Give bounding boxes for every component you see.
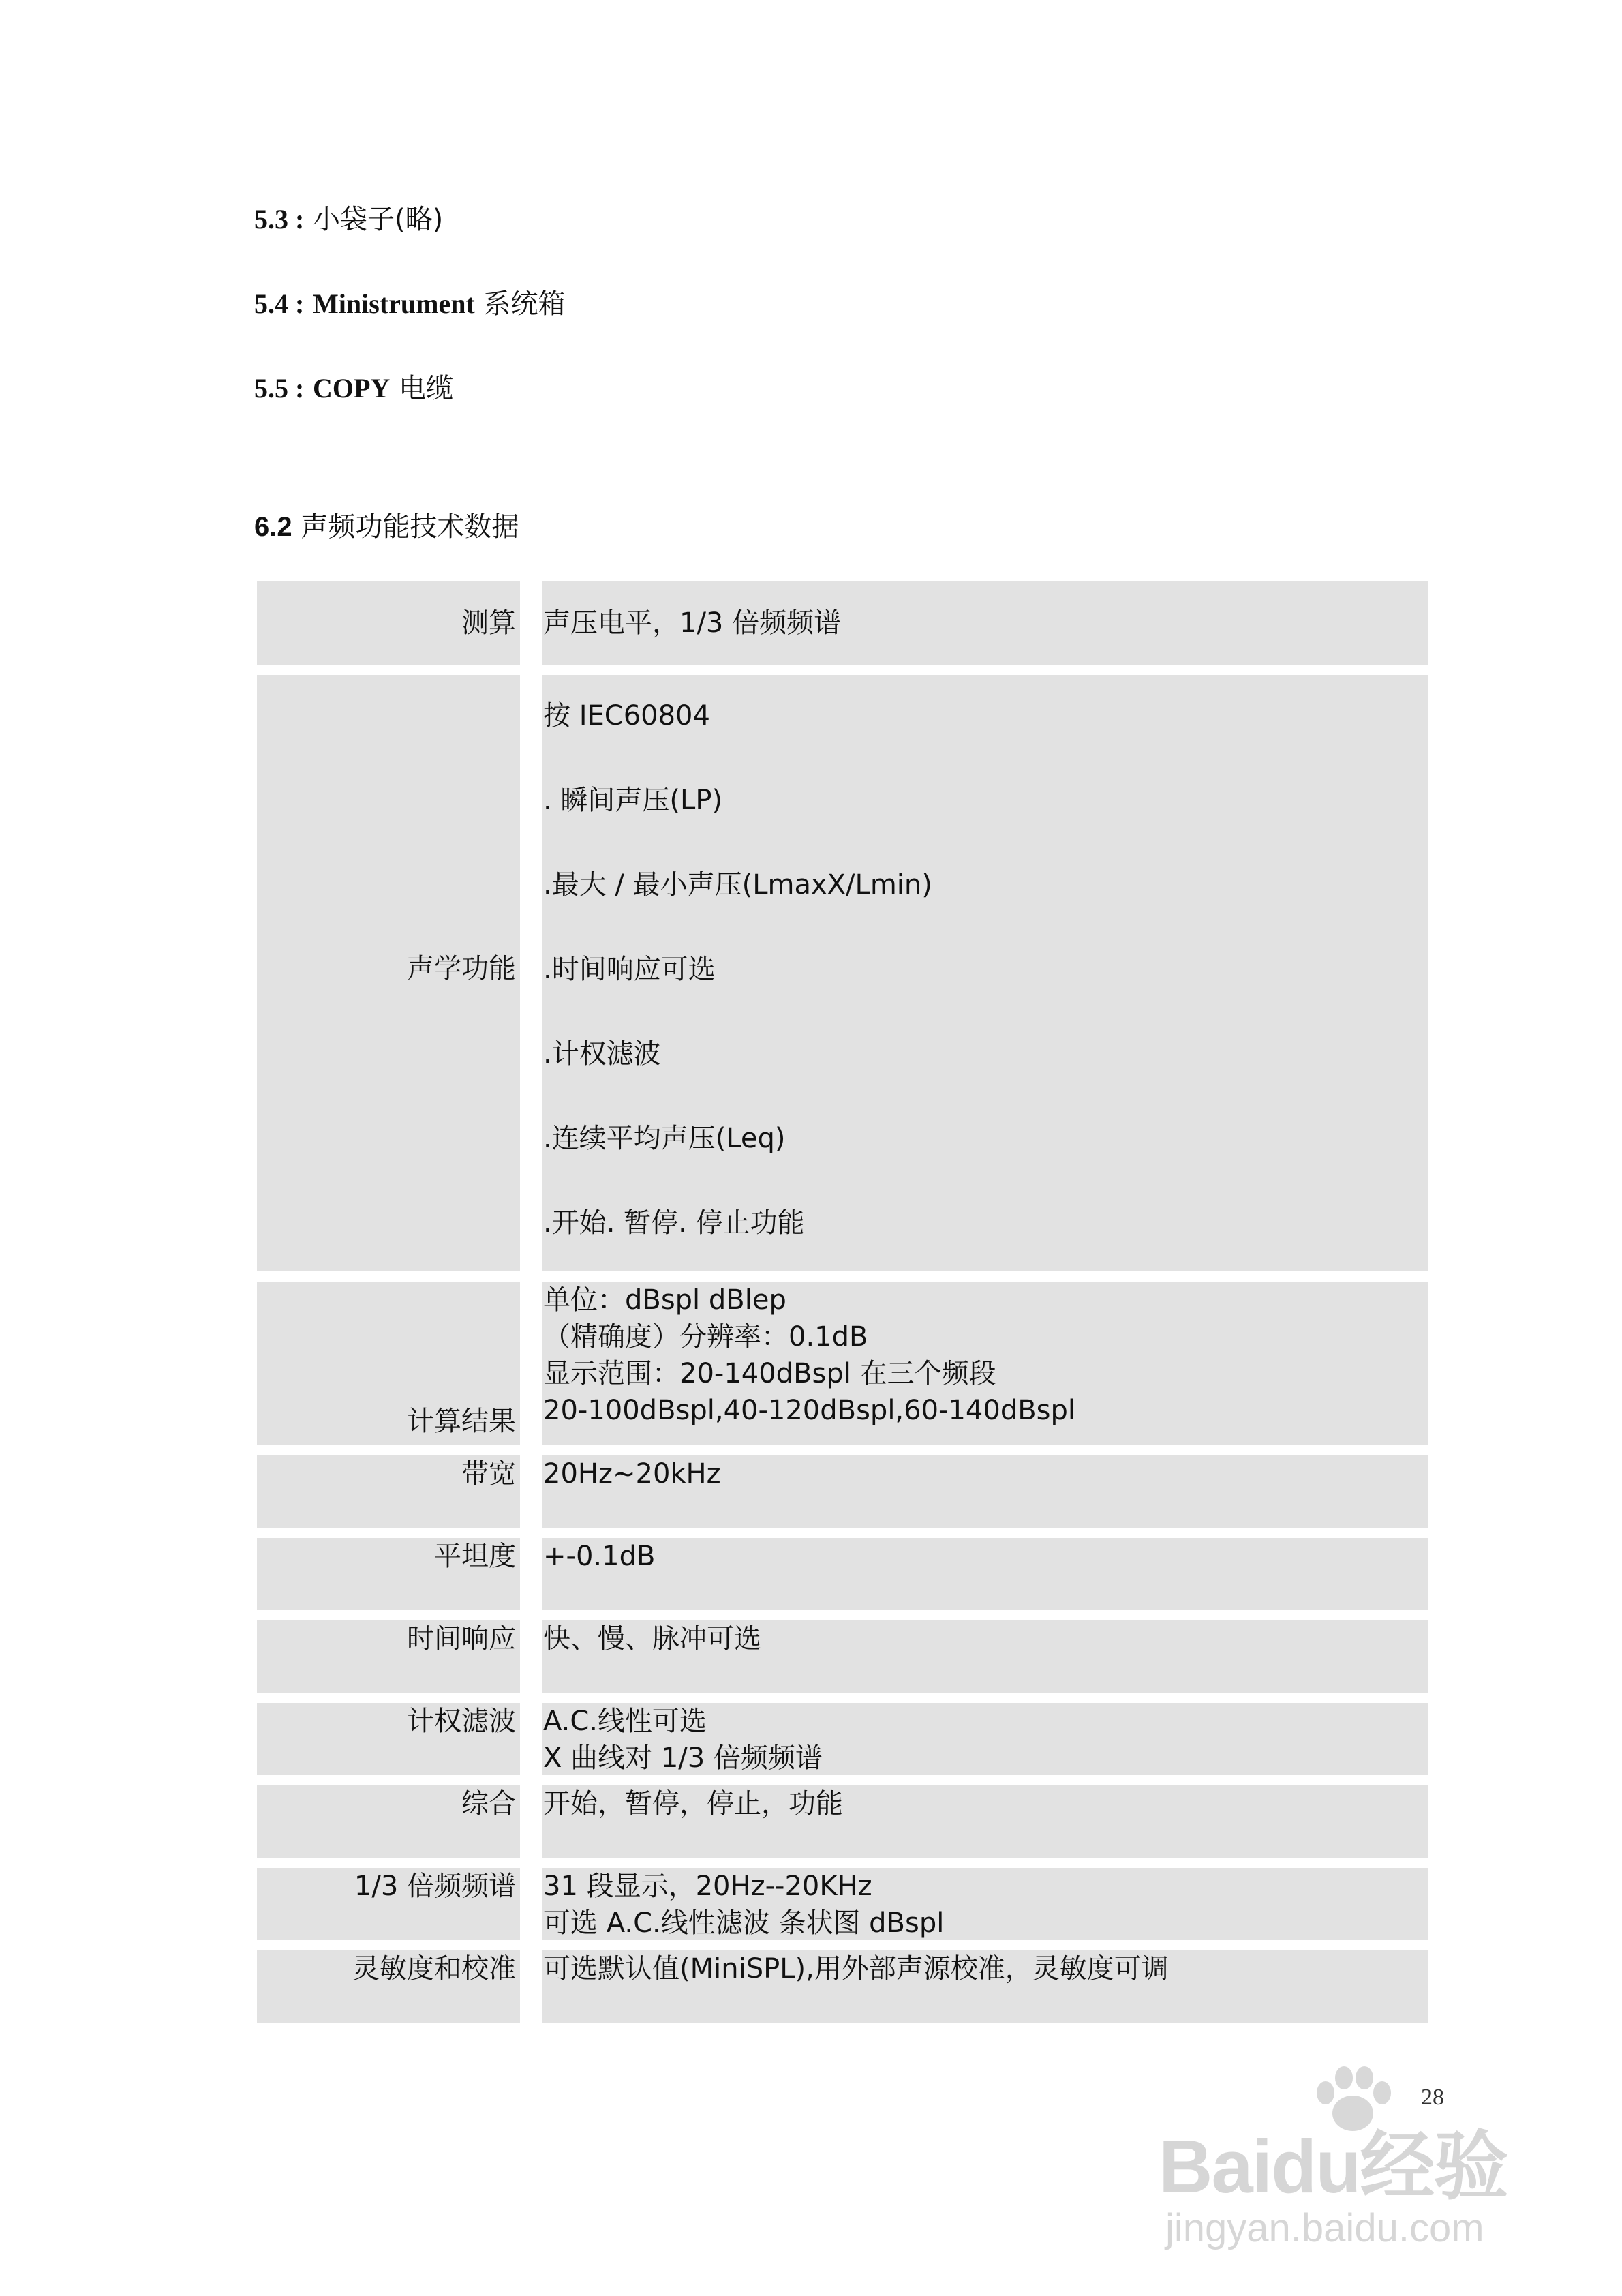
section-number: 5.4 : (254, 288, 305, 319)
row-label-sensitivity-calibration: 灵敏度和校准 (257, 1950, 520, 2023)
row-label-weighting-filter: 计权滤波 (257, 1703, 520, 1775)
row-value-flatness: +-0.1dB (542, 1538, 1428, 1610)
section-name: COPY (313, 373, 391, 404)
section-title: 电缆 (399, 373, 454, 404)
row-label-flatness: 平坦度 (257, 1538, 520, 1610)
row-label-integrated: 综合 (257, 1785, 520, 1858)
section-5-3-heading (254, 200, 443, 239)
section-5-4-heading (254, 285, 566, 323)
section-title: 小袋子(略) (313, 204, 444, 235)
section-6-2-heading (254, 508, 519, 546)
row-value-sensitivity-calibration: 可选默认值(MiniSPL),用外部声源校准，灵敏度可调 (542, 1950, 1428, 2023)
row-label-results: 计算结果 (257, 1282, 520, 1445)
row-label-measurement: 测算 (257, 581, 520, 665)
row-value-acoustic-functions: 按 IEC60804 . 瞬间声压(LP) .最大 / 最小声压(LmaxX/Lmin) .时间响应可选 .计权滤波 .连续平均声压(Leq) .开始. 暂停. 停止功能 (542, 675, 1428, 1271)
section-number: 5.3 : (254, 204, 305, 235)
row-value-results: 单位：dBspl dBlep （精确度）分辨率：0.1dB 显示范围：20-140dBspl 在三个频段 20-100dBspl,40-120dBspl,60-140dBspl (542, 1282, 1428, 1445)
row-label-octave-spectrum: 1/3 倍频频谱 (257, 1868, 520, 1940)
section-number: 5.5 : (254, 373, 305, 404)
baidu-watermark (1152, 2059, 1540, 2263)
section-name: Ministrument (313, 288, 475, 319)
row-label-acoustic-functions: 声学功能 (257, 675, 520, 1271)
section-title: 系统箱 (483, 288, 566, 320)
row-value-measurement: 声压电平，1/3 倍频频谱 (542, 581, 1428, 665)
row-value-integrated: 开始，暂停，停止，功能 (542, 1785, 1428, 1858)
section-title: 声频功能技术数据 (301, 511, 519, 543)
section-5-5-heading (254, 369, 453, 408)
row-value-time-response: 快、慢、脉冲可选 (542, 1620, 1428, 1693)
watermark-url: jingyan.baidu.com (1165, 2206, 1484, 2250)
row-value-bandwidth: 20Hz~20kHz (542, 1455, 1428, 1528)
row-value-weighting-filter: A.C.线性可选 X 曲线对 1/3 倍频频谱 (542, 1703, 1428, 1775)
watermark-brand: Baidu经验 (1159, 2125, 1508, 2209)
page-number: 28 (1421, 2085, 1444, 2110)
row-value-octave-spectrum: 31 段显示，20Hz--20KHz 可选 A.C.线性滤波 条状图 dBspl (542, 1868, 1428, 1940)
row-label-time-response: 时间响应 (257, 1620, 520, 1693)
section-number: 6.2 (254, 512, 292, 542)
row-label-bandwidth: 带宽 (257, 1455, 520, 1528)
